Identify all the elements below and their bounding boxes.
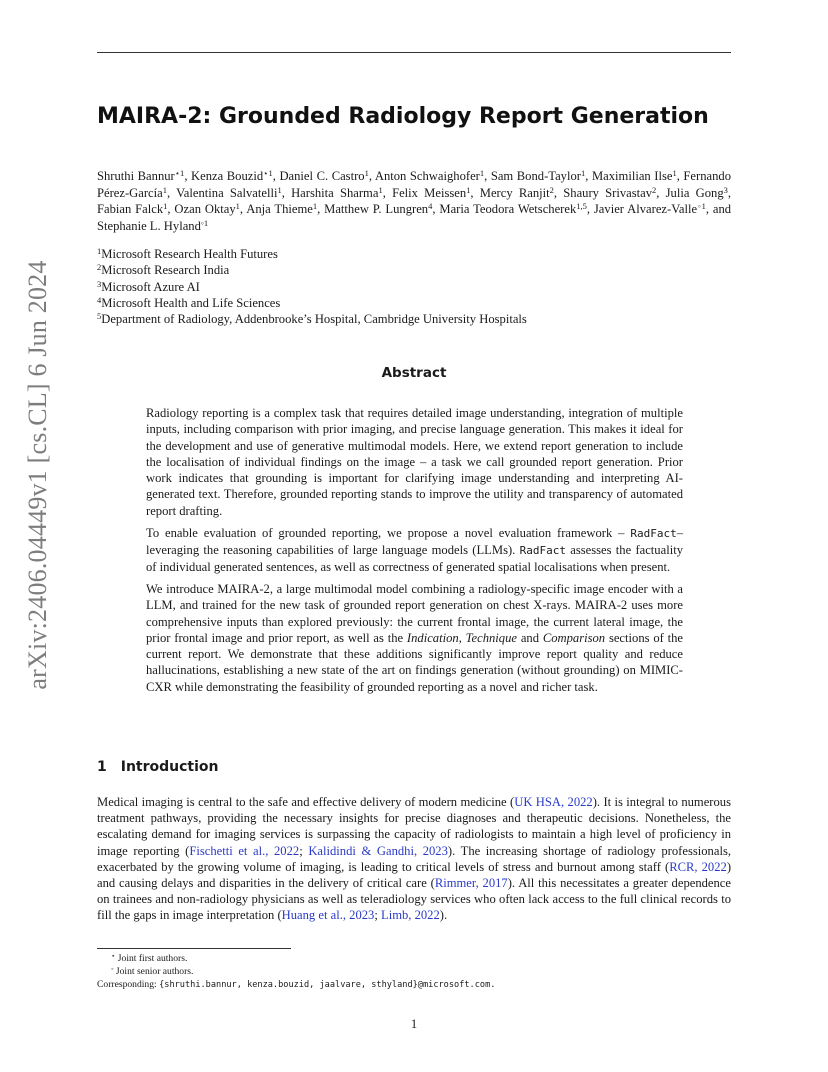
- author-name: Stephanie L. Hyland: [97, 219, 201, 234]
- affiliation-item: [97, 279, 527, 295]
- author-name: Anja Thieme: [246, 202, 313, 217]
- citation-link[interactable]: RCR, 2022: [669, 859, 727, 874]
- author-affiliation-mark: 1: [672, 168, 677, 178]
- section-heading: [97, 759, 219, 775]
- author-name: Maximilian Ilse: [591, 169, 673, 183]
- affiliation-item: [97, 295, 527, 311]
- author-name: Ozan Oktay: [174, 202, 236, 217]
- radfact-code: RadFact: [630, 526, 677, 540]
- author-list: Shruthi Bannur$^{⋆1}$, Kenza Bouzid$^{⋆1}$, Daniel C. Castro$^1$, Anton Schwaighofer$^1$, Sam Bond-Taylor$^1$, Maximilian Ilse$^1$, Fernando Pérez-García$^1$, Valentina Salvatelli$^1$, Harshita Sharma$^1$, Felix Meissen$^1$, Mercy Ranjit$^2$, Shaury Srivastav$^2$, Julia Gong$^3$, Fabian Falck$^1$, Ozan Oktay$^1$, Anja Thieme$^1$, Matthew P. Lungren$^4$, Maria Teodora Wetscherek$^{1,5}$, Javier Alvarez-Valle$^{◦1}$, and Stephanie L. Hyland$^{◦1}$: [97, 168, 732, 234]
- author-affiliation-mark: 4: [428, 201, 433, 212]
- author-affiliation-mark: 1: [580, 168, 586, 178]
- author-name: Valentina Salvatelli: [176, 185, 278, 200]
- citation-link[interactable]: UK HSA, 2022: [514, 795, 593, 809]
- citation-link[interactable]: Kalidindi & Gandhi, 2023: [308, 843, 448, 858]
- page-number: 1: [410, 1017, 418, 1031]
- author-affiliation-mark: 1: [378, 184, 383, 195]
- affiliation-item: [97, 262, 527, 278]
- section-title: Introduction: [120, 759, 219, 775]
- abstract-heading: Abstract: [381, 365, 447, 381]
- author-name: Harshita Sharma: [291, 185, 379, 200]
- affiliation-name: Microsoft Health and Life Sciences: [101, 295, 281, 310]
- citation-link[interactable]: Limb, 2022: [381, 908, 440, 923]
- author-affiliation-mark: ⋆1: [174, 168, 185, 178]
- citation-link[interactable]: Huang et al., 2023: [281, 908, 375, 923]
- intro-paragraph: Medical imaging is central to the safe and effective delivery of modern medicine (UK HSA, 2022). It is integral to numerous treatment pathways, providing the necessary insights for precise diagnoses and therapeutic decisions. Nonetheless, the escalating demand for imaging services is surpassing the capacity of radiologists to maintain a high level of proficiency in image reporting (Fischetti et al., 2022; Kalidindi & Gandhi, 2023). The increasing shortage of radiology professionals, exacerbated by the growing volume of imaging, is leading to critical levels of stress and burnout among staff (RCR, 2022) and causing delays and disparities in the delivery of critical care (Rimmer, 2017). All this necessitates a greater dependence on trainees and non-radiology physicians as well as teleradiology services who often lack access to the full clinical records to fill the gaps in image interpretation (Huang et al., 2023; Limb, 2022).: [97, 795, 732, 923]
- affiliation-name: Department of Radiology, Addenbrooke’s Hospital, Cambridge University Hospitals: [101, 312, 527, 327]
- arxiv-identifier[interactable]: arXiv:2406.04449v1 [cs.CL] 6 Jun 2024: [23, 260, 52, 690]
- corresponding-authors: Corresponding: {shruthi.bannur, kenza.bouzid, jaalvare, sthyland}@microsoft.com.: [97, 979, 496, 990]
- affiliation-number: 3: [97, 278, 102, 289]
- author-name: Fernando Pérez-García: [97, 169, 731, 200]
- author-affiliation-mark: ◦1: [697, 201, 706, 212]
- author-name: Mercy Ranjit: [479, 185, 550, 200]
- author-name: Shruthi Bannur: [97, 169, 175, 183]
- author-affiliation-mark: 1: [364, 168, 369, 178]
- author-affiliation-mark: ◦1: [200, 218, 209, 229]
- abstract-paragraph: Radiology reporting is a complex task that requires detailed image understanding, integration of multiple inputs, including comparison with prior imaging, and precise language generation. This makes it ideal for the development and use of generative multimodal models. Here, we extend report generation to include the localisation of individual findings on the image – a task we call grounded report generation. Prior work indicates that grounding is important for clarifying image understanding and interpreting AI-generated text. Therefore, grounded reporting stands to improve the utility and transparency of automated report drafting.: [146, 406, 683, 518]
- affiliation-name: Microsoft Research India: [101, 263, 230, 278]
- affiliation-list: [97, 246, 527, 327]
- author-name: Shaury Srivastav: [563, 185, 653, 200]
- author-name: Felix Meissen: [392, 185, 467, 200]
- footnote-first-authors: ⋆ Joint first authors.: [111, 952, 188, 964]
- author-name: Maria Teodora Wetscherek: [439, 202, 577, 217]
- author-affiliation-mark: 1: [162, 184, 167, 195]
- citation-link[interactable]: Rimmer, 2017: [434, 876, 508, 891]
- author-name: Daniel C. Castro: [279, 169, 365, 183]
- affiliation-name: Microsoft Azure AI: [101, 279, 200, 294]
- author-name: Kenza Bouzid: [191, 169, 264, 183]
- author-affiliation-mark: 1: [235, 201, 240, 212]
- abstract-paragraph: To enable evaluation of grounded reporting, we propose a novel evaluation framework – RadFact– leveraging the reasoning capabilities of large language models (LLMs). RadFact assesses the factuality of individual generated sentences, as well as correctness of generated spatial localisations when present.: [146, 525, 683, 575]
- italic-term: Technique: [465, 630, 517, 645]
- paper-title: MAIRA-2: Grounded Radiology Report Generation: [97, 104, 709, 129]
- author-affiliation-mark: 1: [277, 184, 282, 195]
- footnotes: [97, 952, 731, 992]
- author-affiliation-mark: 3: [723, 184, 728, 195]
- author-conjunction: and: [712, 202, 732, 217]
- author-affiliation-mark: 1,5: [576, 201, 587, 212]
- author-affiliation-mark: 2: [549, 184, 554, 195]
- footnote-rule: [97, 948, 291, 949]
- affiliation-number: 4: [97, 294, 102, 305]
- author-affiliation-mark: 1: [479, 168, 485, 178]
- author-name: Javier Alvarez-Valle: [593, 202, 698, 217]
- author-name: Fabian Falck: [97, 202, 164, 217]
- author-name: Sam Bond-Taylor: [490, 169, 581, 183]
- section-number: 1: [97, 759, 107, 775]
- author-affiliation-mark: 1: [466, 184, 471, 195]
- abstract-paragraph: We introduce MAIRA-2, a large multimodal model combining a radiology-specific image encoder with a LLM, and trained for the new task of grounded report generation on chest X-rays. MAIRA-2 uses more comprehensive inputs than explored previously: the current frontal image, the current lateral image, the prior frontal image and prior report, as well as the Indication, Technique and Comparison sections of the current report. We demonstrate that these additions significantly improve report quality and reduce hallucinations, establishing a new state of the art on findings generation (without grounding) on MIMIC-CXR while demonstrating the feasibility of grounded reporting as a novel and richer task.: [146, 581, 684, 694]
- italic-term: Comparison: [542, 630, 606, 645]
- author-affiliation-mark: 2: [652, 184, 657, 195]
- affiliation-number: 5: [97, 311, 102, 322]
- affiliation-item: [97, 246, 527, 262]
- abstract-body: [146, 405, 683, 701]
- author-affiliation-mark: 1: [163, 201, 168, 212]
- italic-term: Indication: [406, 630, 459, 645]
- radfact-code: RadFact: [519, 543, 566, 557]
- affiliation-name: Microsoft Research Health Futures: [101, 247, 278, 261]
- author-name: Julia Gong: [665, 185, 724, 200]
- author-name: Anton Schwaighofer: [374, 169, 480, 183]
- header-rule: [97, 52, 731, 53]
- email-list[interactable]: {shruthi.bannur, kenza.bouzid, jaalvare, sthyland}@microsoft.com.: [159, 980, 496, 990]
- author-affiliation-mark: ⋆1: [263, 168, 273, 178]
- affiliation-number: 1: [97, 246, 102, 256]
- citation-link[interactable]: Fischetti et al., 2022: [189, 843, 300, 858]
- author-name: Matthew P. Lungren: [324, 202, 429, 217]
- affiliation-item: [97, 311, 527, 327]
- footnote-senior-authors: ◦ Joint senior authors.: [111, 965, 194, 977]
- affiliation-number: 2: [97, 262, 102, 273]
- author-affiliation-mark: 1: [312, 201, 318, 212]
